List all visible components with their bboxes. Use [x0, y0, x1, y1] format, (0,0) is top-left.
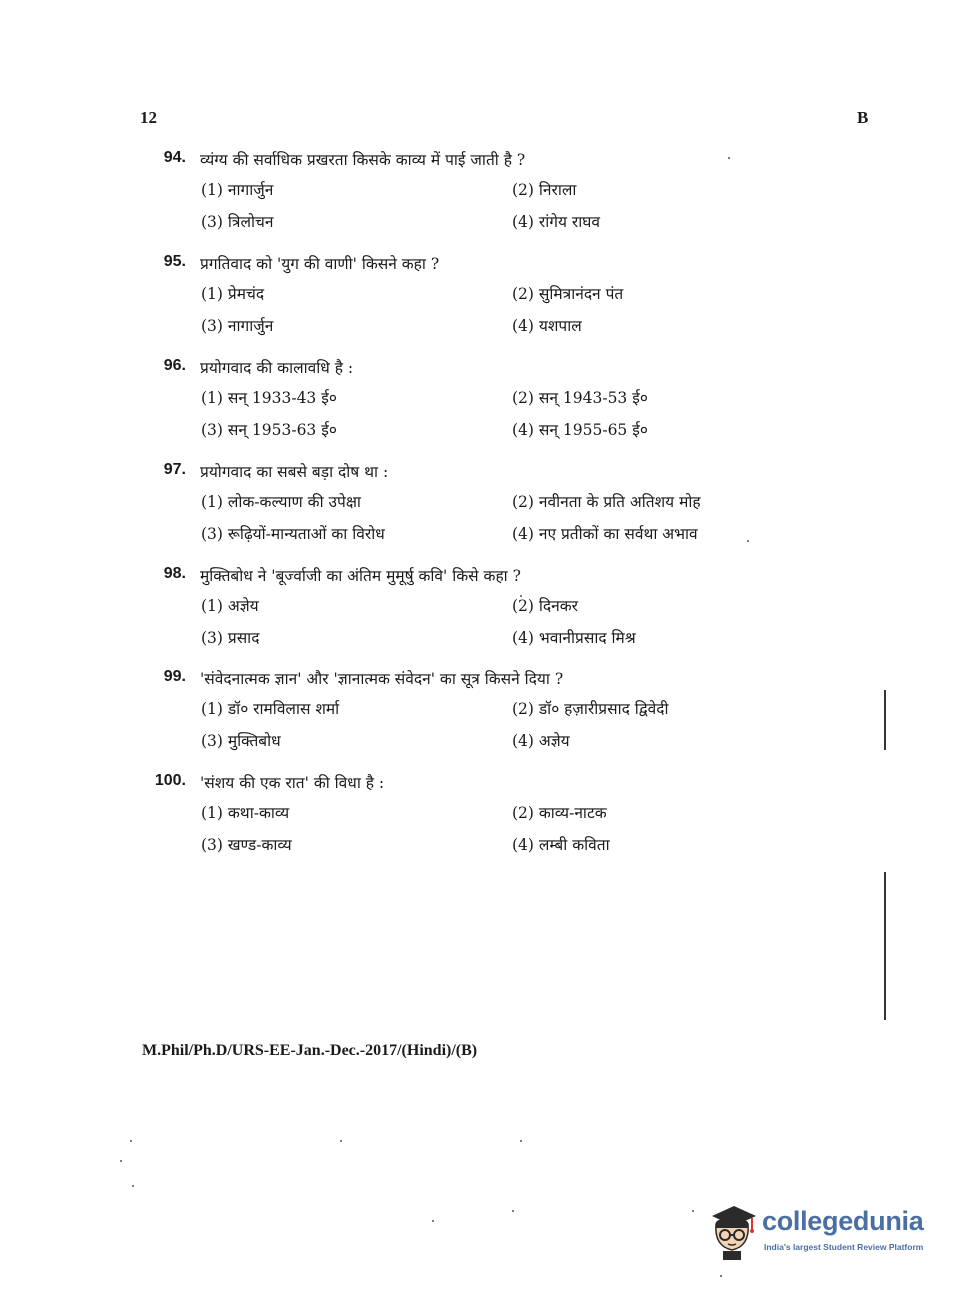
scan-speck	[512, 1210, 514, 1212]
scan-speck	[340, 1140, 342, 1142]
option-3: (3) मुक्तिबोध	[201, 732, 281, 750]
question-text: 'संशय की एक रात' की विधा है :	[200, 774, 385, 792]
option-2: (2) सुमित्रानंदन पंत	[512, 285, 624, 303]
option-1: (1) अज्ञेय	[201, 597, 259, 615]
scan-edge-line	[884, 872, 886, 1020]
option-4: (4) नए प्रतीकों का सर्वथा अभाव	[512, 525, 698, 543]
option-3: (3) सन् 1953-63 ई०	[201, 421, 337, 439]
question-text: प्रयोगवाद का सबसे बड़ा दोष था :	[200, 463, 389, 481]
question-96	[140, 356, 840, 448]
scan-speck	[120, 1160, 122, 1162]
option-1: (1) नागार्जुन	[201, 181, 274, 199]
question-98	[140, 564, 840, 656]
option-2: (2) नवीनता के प्रति अतिशय मोह	[512, 493, 701, 511]
scan-speck	[692, 1210, 694, 1212]
question-text: व्यंग्य की सर्वाधिक प्रखरता किसके काव्य में पाई जाती है ?	[200, 151, 526, 169]
option-2: (2) दिनकर	[512, 597, 578, 615]
scan-edge-line	[884, 690, 886, 750]
option-2: (2) काव्य-नाटक	[512, 804, 607, 822]
question-99	[140, 667, 840, 759]
scan-speck	[432, 1220, 434, 1222]
scan-speck	[720, 1275, 722, 1277]
scan-speck	[747, 540, 749, 542]
question-number: 95.	[163, 253, 186, 270]
question-number: 99.	[163, 668, 186, 685]
question-number: 94.	[163, 149, 186, 166]
option-4: (4) लम्बी कविता	[512, 836, 610, 854]
option-3: (3) नागार्जुन	[201, 317, 274, 335]
scan-speck	[728, 157, 730, 159]
option-1: (1) कथा-काव्य	[201, 804, 290, 822]
logo-tagline: India's largest Student Review Platform	[764, 1242, 924, 1252]
option-3: (3) रूढ़ियों-मान्यताओं का विरोध	[201, 525, 385, 543]
option-1: (1) सन् 1933-43 ई०	[201, 389, 337, 407]
option-1: (1) डॉ० रामविलास शर्मा	[201, 700, 340, 718]
option-3: (3) प्रसाद	[201, 629, 260, 647]
question-number: 96.	[163, 357, 186, 374]
paper-code-footer: M.Phil/Ph.D/URS-EE-Jan.-Dec.-2017/(Hindi)/(B)	[142, 1042, 478, 1059]
option-4: (4) अज्ञेय	[512, 732, 570, 750]
option-2: (2) निराला	[512, 181, 577, 199]
question-text: 'संवेदनात्मक ज्ञान' और 'ज्ञानात्मक संवेदन' का सूत्र किसने दिया ?	[200, 670, 564, 688]
scan-speck	[132, 1185, 134, 1187]
scan-speck	[520, 595, 522, 597]
question-number: 98.	[163, 565, 186, 582]
option-2: (2) सन् 1943-53 ई०	[512, 389, 648, 407]
set-code: B	[857, 108, 869, 127]
option-4: (4) भवानीप्रसाद मिश्र	[512, 629, 636, 647]
question-text: मुक्तिबोध ने 'बूर्ज्वाजी का अंतिम मुमूर्षु कवि' किसे कहा ?	[200, 567, 521, 585]
page-number: 12	[140, 108, 157, 127]
option-4: (4) यशपाल	[512, 317, 582, 335]
question-number: 100.	[154, 772, 186, 789]
question-text: प्रयोगवाद की कालावधि है :	[200, 359, 354, 377]
option-1: (1) प्रेमचंद	[201, 285, 265, 303]
collegedunia-logo	[706, 1196, 936, 1266]
question-number: 97.	[163, 461, 186, 478]
question-97	[140, 460, 840, 552]
option-1: (1) लोक-कल्याण की उपेक्षा	[201, 493, 361, 511]
scan-speck	[130, 1140, 132, 1142]
option-3: (3) खण्ड-काव्य	[201, 836, 292, 854]
question-100	[140, 771, 840, 863]
question-94	[140, 148, 840, 240]
logo-wordmark: collegedunia	[762, 1206, 924, 1236]
question-text: प्रगतिवाद को 'युग की वाणी' किसने कहा ?	[200, 255, 440, 273]
scan-speck	[520, 1140, 522, 1142]
option-2: (2) डॉ० हज़ारीप्रसाद द्विवेदी	[512, 700, 669, 718]
mascot-icon	[706, 1198, 758, 1262]
question-95	[140, 252, 840, 344]
option-4: (4) सन् 1955-65 ई०	[512, 421, 648, 439]
option-4: (4) रांगेय राघव	[512, 213, 601, 231]
option-3: (3) त्रिलोचन	[201, 213, 274, 231]
